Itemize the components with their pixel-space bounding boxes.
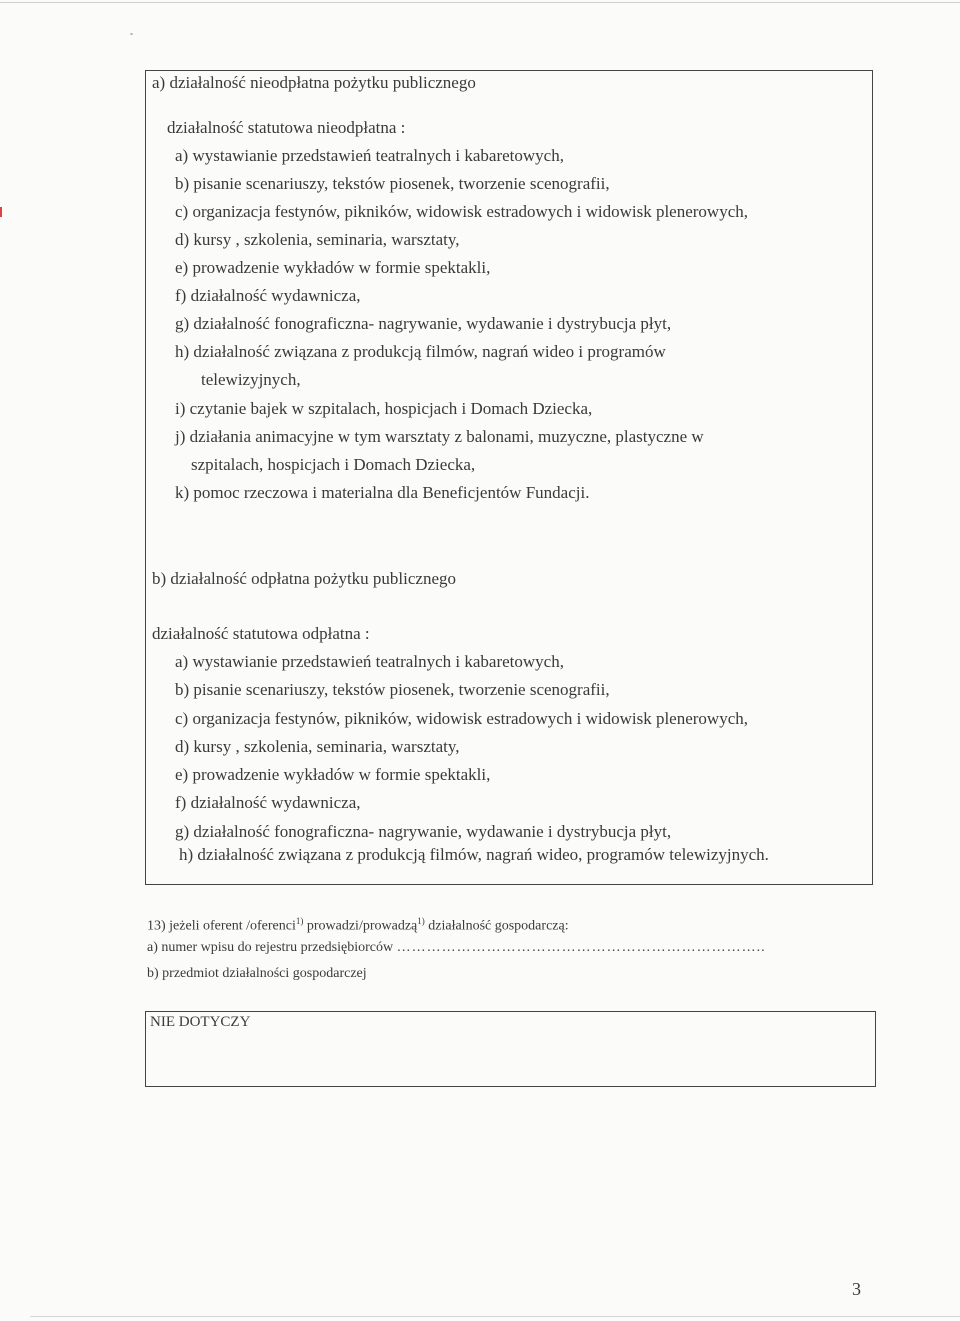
section-a-item: i) czytanie bajek w szpitalach, hospicjach i Domach Dziecka, bbox=[175, 399, 593, 418]
question-13-text: 13) jeżeli oferent /oferenci$^{1)}$ prowadzi/prowadzą$^{1)}$ działalność gospodarczą: bbox=[147, 916, 569, 934]
section-a-item-continuation: telewizyjnych, bbox=[201, 370, 301, 389]
section-b-item: f) działalność wydawnicza, bbox=[175, 793, 361, 812]
not-applicable-text: NIE DOTYCZY bbox=[150, 1014, 251, 1030]
section-a-heading: a) działalność nieodpłatna pożytku publicznego bbox=[152, 73, 476, 92]
bottom-border-line bbox=[30, 1316, 960, 1317]
section-b-item: e) prowadzenie wykładów w formie spektakli, bbox=[175, 765, 491, 784]
section-b-item: d) kursy , szkolenia, seminaria, warsztaty, bbox=[175, 737, 460, 756]
section-a-subheading: działalność statutowa nieodpłatna : bbox=[167, 118, 406, 137]
section-b-item: c) organizacja festynów, pikników, widowisk estradowych i widowisk plenerowych, bbox=[175, 709, 748, 728]
scan-speck bbox=[0, 207, 2, 217]
section-b-item: b) pisanie scenariuszy, tekstów piosenek, tworzenie scenografii, bbox=[175, 680, 610, 699]
section-b-heading: b) działalność odpłatna pożytku publicznego bbox=[152, 569, 457, 588]
business-activity-box bbox=[145, 1011, 876, 1087]
section-b-subheading: działalność statutowa odpłatna : bbox=[152, 624, 370, 643]
section-b-item: a) wystawianie przedstawień teatralnych i kabaretowych, bbox=[175, 652, 564, 671]
section-a-item: b) pisanie scenariuszy, tekstów piosenek, tworzenie scenografii, bbox=[175, 174, 610, 193]
section-a-item: d) kursy , szkolenia, seminaria, warsztaty, bbox=[175, 230, 460, 249]
section-a-item-continuation: szpitalach, hospicjach i Domach Dziecka, bbox=[191, 455, 476, 474]
section-a-item: a) wystawianie przedstawień teatralnych i kabaretowych, bbox=[175, 146, 564, 165]
top-border-line bbox=[0, 2, 960, 3]
scan-speck bbox=[130, 33, 133, 35]
section-a-item: g) działalność fonograficzna- nagrywanie, wydawanie i dystrybucja płyt, bbox=[175, 314, 672, 333]
business-subject-label: b) przedmiot działalności gospodarczej bbox=[147, 966, 367, 981]
section-a-item: j) działania animacyjne w tym warsztaty z balonami, muzyczne, plastyczne w bbox=[175, 427, 704, 446]
section-a-item: c) organizacja festynów, pikników, widowisk estradowych i widowisk plenerowych, bbox=[175, 202, 748, 221]
section-b-item: h) działalność związana z produkcją filmów, nagrań wideo, programów telewizyjnych. bbox=[179, 845, 769, 864]
registry-number-field: ……………………………………………………………….. bbox=[396, 940, 766, 955]
page-number: 3 bbox=[852, 1279, 861, 1299]
section-a-item: e) prowadzenie wykładów w formie spektakli, bbox=[175, 258, 491, 277]
section-a-item: k) pomoc rzeczowa i materialna dla Beneficjentów Fundacji. bbox=[175, 483, 590, 502]
section-a-item: f) działalność wydawnicza, bbox=[175, 286, 361, 305]
section-a-item: h) działalność związana z produkcją filmów, nagrań wideo i programów bbox=[175, 342, 666, 361]
registry-number-line: a) numer wpisu do rejestru przedsiębiorców ……………………………………………………………….. bbox=[147, 940, 766, 955]
section-b-item: g) działalność fonograficzna- nagrywanie, wydawanie i dystrybucja płyt, bbox=[175, 822, 672, 841]
